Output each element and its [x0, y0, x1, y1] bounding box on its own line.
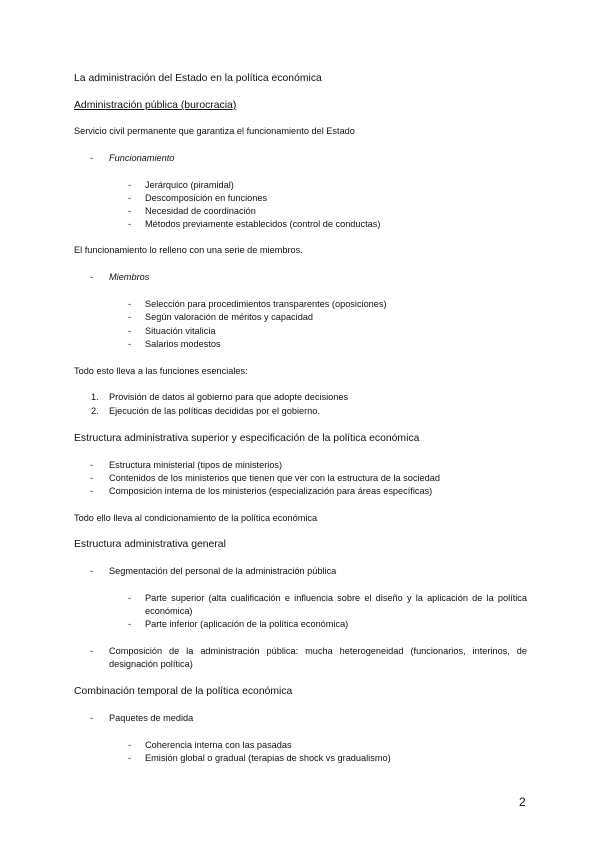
bullet-dash: - — [128, 593, 132, 603]
list-item-parte-inferior: Parte inferior (aplicación de la política económica) — [145, 619, 349, 629]
list-item: Situación vitalicia — [145, 326, 216, 336]
bullet-dash: - — [90, 713, 94, 723]
list-item-composicion: Composición de la administración pública: mucha heterogeneidad (funcionarios, interinos, de designación política) — [109, 646, 527, 669]
paragraph-servicio-civil: Servicio civil permanente que garantiza el funcionamiento del Estado — [74, 126, 355, 136]
section-heading-combinacion-temporal: Combinación temporal de la política económica — [74, 686, 293, 697]
numbered-marker: 2. — [91, 406, 99, 416]
bullet-dash: - — [128, 312, 132, 322]
list-item: Según valoración de méritos y capacidad — [145, 312, 314, 322]
bullet-dash: - — [128, 753, 132, 763]
paragraph-miembros-intro: El funcionamiento lo relleno con una serie de miembros. — [74, 245, 303, 255]
bullet-dash: - — [90, 272, 94, 282]
label-miembros: Miembros — [109, 272, 150, 282]
bullet-dash: - — [128, 219, 132, 229]
list-item: Contenidos de los ministerios que tienen que ver con la estructura de la sociedad — [109, 473, 440, 483]
numbered-marker: 1. — [91, 392, 99, 402]
page-number: 2 — [519, 795, 526, 809]
bullet-dash: - — [90, 486, 94, 496]
section-heading-estructura-general: Estructura administrativa general — [74, 539, 226, 550]
bullet-dash: - — [128, 619, 132, 629]
paragraph-funciones-intro: Todo esto lleva a las funciones esenciales: — [74, 366, 248, 376]
list-item-parte-superior: Parte superior (alta cualificación e influencia sobre el diseño y la aplicación de la política económica) — [145, 593, 527, 616]
list-item: Métodos previamente establecidos (control de conductas) — [145, 219, 381, 229]
list-item: Estructura ministerial (tipos de ministerios) — [109, 460, 283, 470]
bullet-dash: - — [128, 206, 132, 216]
section-heading-administracion: Administración pública (burocracia) — [74, 100, 237, 111]
numbered-item: Ejecución de las políticas decididas por el gobierno. — [109, 406, 320, 416]
bullet-dash: - — [90, 566, 94, 576]
list-item: Necesidad de coordinación — [145, 206, 256, 216]
list-item: Salarios modestos — [145, 339, 221, 349]
document-title: La administración del Estado en la política económica — [74, 73, 322, 84]
bullet-dash: - — [90, 153, 94, 163]
paragraph-condicionamiento: Todo ello lleva al condicionamiento de la política económica — [74, 513, 318, 523]
label-funcionamiento: Funcionamiento — [109, 153, 175, 163]
bullet-dash: - — [90, 460, 94, 470]
numbered-item: Provisión de datos al gobierno para que adopte decisiones — [109, 392, 349, 402]
bullet-dash: - — [128, 326, 132, 336]
list-item-segmentacion: Segmentación del personal de la administración pública — [109, 566, 337, 576]
bullet-dash: - — [128, 299, 132, 309]
bullet-dash: - — [128, 193, 132, 203]
list-item: Descomposición en funciones — [145, 193, 268, 203]
bullet-dash: - — [128, 180, 132, 190]
list-item-paquetes: Paquetes de medida — [109, 713, 194, 723]
section-heading-estructura-superior: Estructura administrativa superior y especificación de la política económica — [74, 433, 420, 444]
list-item: Coherencia interna con las pasadas — [145, 740, 292, 750]
list-item: Emisión global o gradual (terapias de shock vs gradualismo) — [145, 753, 391, 763]
bullet-dash: - — [90, 646, 94, 656]
bullet-dash: - — [128, 740, 132, 750]
list-item: Jerárquico (piramidal) — [145, 180, 234, 190]
list-item: Composición interna de los ministerios (especialización para áreas específicas) — [109, 486, 433, 496]
bullet-dash: - — [128, 339, 132, 349]
bullet-dash: - — [90, 473, 94, 483]
list-item: Selección para procedimientos transparentes (oposiciones) — [145, 299, 387, 309]
